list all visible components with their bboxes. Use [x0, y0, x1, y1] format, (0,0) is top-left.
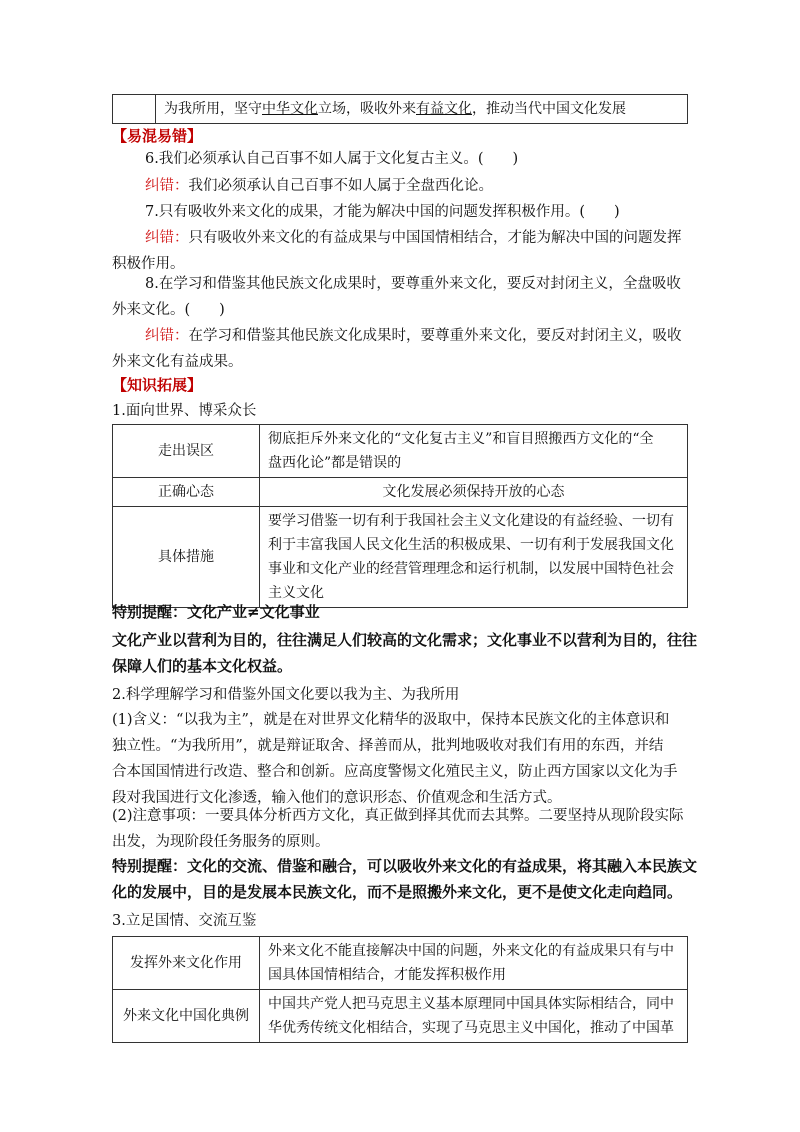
question-8-line1: 8.在学习和借鉴其他民族文化成果时，要尊重外来文化，要反对封闭主义，全盘吸收: [145, 276, 681, 292]
table-row: [113, 425, 688, 478]
row-label: 正确心态: [113, 478, 260, 507]
question-8-line2: 外来文化。( ): [112, 302, 225, 318]
table-row: [113, 507, 688, 608]
correction-8-line1: 纠错：在学习和借鉴其他民族文化成果时，要尊重外来文化，要反对封闭主义，吸收: [145, 328, 682, 344]
question-7: 7.只有吸收外来文化的成果，才能为解决中国的问题发挥积极作用。( ): [145, 204, 620, 220]
tip1-line2: 保障人们的基本文化权益。: [112, 657, 293, 675]
correction-7-line1: 纠错：只有吸收外来文化的有益成果与中国国情相结合，才能为解决中国的问题发挥: [145, 230, 682, 246]
row-label: 外来文化中国化典例: [113, 990, 260, 1043]
table-row: [113, 990, 688, 1043]
section2-p1-line1: (1)含义：“以我为主”，就是在对世界文化精华的汲取中，保持本民族文化的主体意识和: [112, 712, 670, 728]
table-row: [113, 478, 688, 507]
question-6: 6.我们必须承认自己百事不如人属于文化复古主义。( ): [145, 151, 519, 167]
correction-8-line2: 外来文化有益成果。: [112, 354, 243, 370]
section2-p2-line1: (2)注意事项：一要具体分析西方文化，真正做到择其优而去其弊。二要坚持从现阶段实际: [112, 808, 684, 824]
table-row: [113, 937, 688, 990]
section3-table: [112, 936, 688, 1043]
section1-table: [112, 424, 688, 608]
tip1-title: 特别提醒：文化产业≠文化事业: [112, 603, 320, 621]
section2-title: 2.科学理解学习和借鉴外国文化要以我为主、为我所用: [112, 687, 460, 703]
correction-6: 纠错：我们必须承认自己百事不如人属于全盘西化论。: [145, 178, 493, 194]
top-table: [112, 94, 688, 124]
section2-p1-line2: 独立性。“为我所用”，就是辩证取舍、择善而从，批判地吸收对我们有用的东西，并结: [112, 738, 664, 754]
row-content: 中国共产党人把马克思主义基本原理同中国具体实际相结合，同中 华优秀传统文化相结合，实现了马克思主义中国化，推动了中国革: [260, 990, 688, 1043]
top-table-text-cell: 为我所用，坚守中华文化立场，吸收外来有益文化，推动当代中国文化发展: [156, 95, 688, 124]
row-content: 彻底拒斥外来文化的“文化复古主义”和盲目照搬西方文化的“全 盘西化论”都是错误的: [260, 425, 688, 478]
tip2-line2: 化的发展中，目的是发展本民族文化，而不是照搬外来文化，更不是使文化走向趋同。: [112, 883, 683, 901]
correction-7-line2: 积极作用。: [112, 256, 185, 272]
section2-p2-line2: 出发，为现阶段任务服务的原则。: [112, 834, 330, 850]
row-content: 外来文化不能直接解决中国的问题，外来文化的有益成果只有与中 国具体国情相结合，才能发挥积极作用: [260, 937, 688, 990]
section2-p1-line4: 段对我国进行文化渗透，输入他们的意识形态、价值观念和生活方式。: [112, 790, 562, 806]
tip2-line1: 特别提醒：文化的交流、借鉴和融合，可以吸收外来文化的有益成果，将其融入本民族文: [112, 857, 698, 875]
row-content: 文化发展必须保持开放的心态: [260, 478, 688, 507]
top-table-empty-cell: [113, 95, 156, 124]
row-label: 具体措施: [113, 507, 260, 608]
confusion-heading: 【易混易错】: [112, 127, 203, 145]
section3-title: 3.立足国情、交流互鉴: [112, 913, 257, 929]
tip1-line1: 文化产业以营利为目的，往往满足人们较高的文化需求；文化事业不以营利为目的，往往: [112, 631, 698, 649]
expansion-heading: 【知识拓展】: [112, 376, 203, 394]
section2-p1-line3: 合本国国情进行改造、整合和创新。应高度警惕文化殖民主义，防止西方国家以文化为手: [112, 764, 678, 780]
row-label: 走出误区: [113, 425, 260, 478]
row-label: 发挥外来文化作用: [113, 937, 260, 990]
section1-title: 1.面向世界、博采众长: [112, 403, 257, 419]
row-content: 要学习借鉴一切有利于我国社会主义文化建设的有益经验、一切有 利于丰富我国人民文化生活的积极成果、一切有利于发展我国文化 事业和文化产业的经营管理理念和运行机制，以发展中国特色社会 主义文化: [260, 507, 688, 608]
